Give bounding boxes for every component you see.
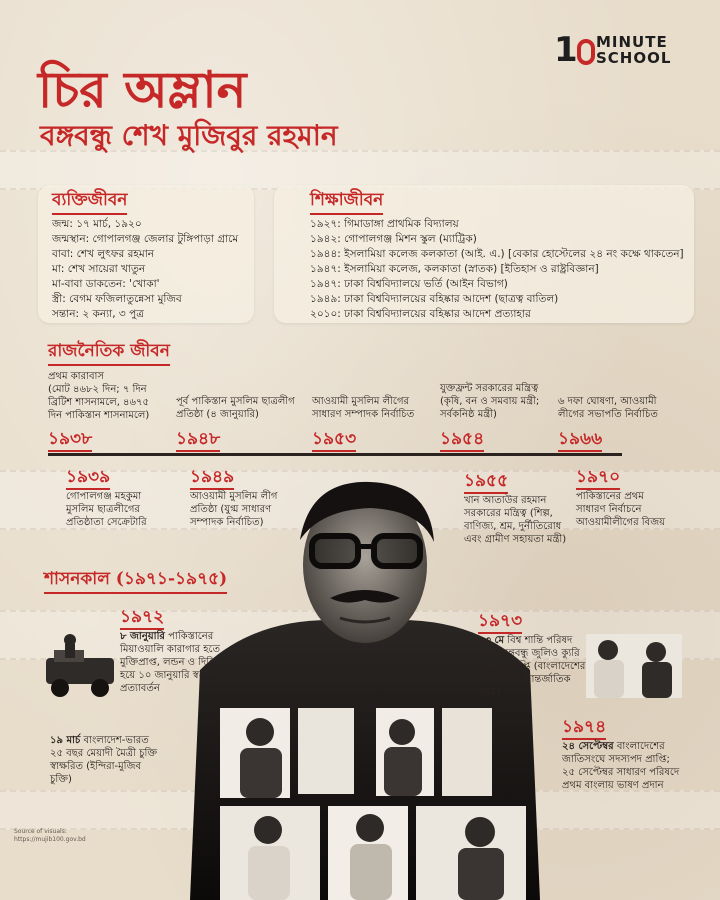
timeline-event-text: প্রথম কারাবাস (মোট ৪৬৮২ দিন; ৭ দিন ব্রিটিশ শাসনামলে, ৪৬৭৫ দিন পাকিস্তান শাসনামলে)	[48, 371, 150, 421]
rule-year: ১৯৭৪	[562, 716, 606, 740]
jeep-photo	[40, 628, 120, 700]
timeline-event-text: ৬ দফা ঘোষণা, আওয়ামী লীগের সভাপতি নির্বাচিত	[558, 396, 658, 420]
rule-event-date: ৮ জানুয়ারি	[120, 631, 165, 642]
personal-life-title: ব্যক্তিজীবন	[52, 187, 127, 215]
education-list	[310, 217, 684, 322]
timeline-year: ১৯৪৮	[176, 428, 220, 452]
rule-event-date: ১৯ মার্চ	[50, 735, 81, 746]
timeline-year: ১৯৫৩	[312, 428, 356, 452]
timeline-event-text: পূর্ব পাকিস্তান মুসলিম ছাত্রলীগ প্রতিষ্ঠা (৪ জানুয়ারি)	[176, 396, 295, 420]
brand-logo	[554, 32, 684, 72]
personal-life-list	[52, 217, 238, 322]
list-item: ১৯৪৭: ঢাকা বিশ্ববিদ্যালয়ে ভর্তি (আইন বিভাগ)	[310, 278, 508, 290]
collage-block	[442, 708, 492, 796]
rule-year: ১৯৭২	[120, 606, 164, 630]
collage-block	[298, 708, 354, 794]
timeline-event-text: আওয়ামী মুসলিম লীগের সাধারণ সম্পাদক নির্বাচিত	[312, 396, 415, 420]
timeline-year: ১৯৪৯	[190, 466, 234, 490]
political-timeline-line	[48, 453, 622, 456]
film-strip-decoration	[0, 150, 720, 190]
education-card	[274, 185, 694, 323]
brand-logo-text	[596, 34, 671, 66]
brand-line2: SCHOOL	[596, 49, 672, 67]
education-title: শিক্ষাজীবন	[310, 187, 383, 215]
list-item: ১৯৪৯: ঢাকা বিশ্ববিদ্যালয়ের বহিষ্কার আদেশ (ছাত্রত্ব বাতিল)	[310, 293, 559, 305]
timeline-event-text: আওয়ামী মুসলিম লীগ প্রতিষ্ঠা (যুগ্ম সাধারণ সম্পাদক নির্বাচিত)	[190, 491, 278, 528]
source-credit: Source of visuals: https://mujib100.gov.bd	[14, 828, 86, 843]
timeline-year: ১৯৫৪	[440, 428, 484, 452]
rule-event-text: ১৯ মার্চ বাংলাদেশ-ভারত ২৫ বছর মেয়াদী মৈত্রী চুক্তি স্বাক্ষরিত (ইন্দিরা-মুজিব চুক্তি)	[50, 735, 158, 785]
rule-year: ১৯৭৩	[478, 610, 522, 634]
rule-event-date: ২৪ সেপ্টেম্বর	[562, 741, 614, 752]
list-item: ১৯২৭: গিমাডাঙ্গা প্রাথমিক বিদ্যালয়	[310, 218, 459, 230]
timeline-year: ১৯৬৬	[558, 428, 602, 452]
rule-period-title: শাসনকাল (১৯৭১-১৯৭৫)	[44, 566, 227, 594]
rule-event-text: ২৩ মে বিশ্ব শান্তি পরিষদ কর্তৃক বঙ্গবন্ধু জুলিও ক্যুরি পুরস্কার প্রাপ্তি (বাংলাদেশের পক্ষে প্রথম আন্তর্জাতিক পদক)	[478, 635, 586, 698]
list-item: স্ত্রী: বেগম ফজিলাতুন্নেসা মুজিব	[52, 293, 182, 305]
list-item: মা-বাবা ডাকতেন: 'খোকা'	[52, 278, 160, 290]
timeline-year: ১৯৭০	[576, 466, 620, 490]
timeline-year: ১৯৩৮	[48, 428, 92, 452]
list-item: ১৯৪২: গোপালগঞ্জ মিশন স্কুল (ম্যাট্রিক)	[310, 233, 477, 245]
timeline-event-text: গোপালগঞ্জ মহকুমা মুসলিম ছাত্রলীগের প্রতিষ্ঠাতা সেক্রেটারি	[66, 491, 147, 528]
timeline-year: ১৯৫৫	[464, 470, 508, 494]
list-item: জন্মস্থান: গোপালগঞ্জ জেলার টুঙ্গিপাড়া গ্রামে	[52, 233, 239, 245]
timeline-year: ১৯৩৯	[66, 466, 110, 490]
political-life-title: রাজনৈতিক জীবন	[48, 338, 170, 366]
list-item: ১৯৪৪: ইসলামিয়া কলেজ কলকাতা (আই. এ.) [বেকার হোস্টেলের ২৪ নং কক্ষে থাকতেন]	[310, 248, 684, 260]
list-item: জন্ম: ১৭ মার্চ, ১৯২০	[52, 218, 142, 230]
page-subtitle: বঙ্গবন্ধু শেখ মুজিবুর রহমান	[40, 119, 338, 152]
page-title: চির অম্লান	[38, 60, 247, 119]
timeline-event-text: খান আতাউর রহমান সরকারের মন্ত্রিত্ব (শিল্প, বাণিজ্য, শ্রম, দুর্নীতিরোধ এবং গ্রামীণ সহায়তা মন্ত্রী)	[464, 495, 567, 545]
personal-life-card	[38, 185, 254, 323]
list-item: মা: শেখ সায়েরা খাতুন	[52, 263, 146, 275]
list-item: সন্তান: ২ কন্যা, ৩ পুত্র	[52, 308, 144, 320]
list-item: ১৯৪৭: ইসলামিয়া কলেজ, কলকাতা (স্নাতক) [ইতিহাস ও রাষ্ট্রবিজ্ঞান]	[310, 263, 599, 275]
rule-event-text: ২৪ সেপ্টেম্বর বাংলাদেশের জাতিসংঘে সদস্যপদ প্রাপ্তি; ২৫ সেপ্টেম্বর সাধারণ পরিষদে প্রথম বাংলায় ভাষণ প্রদান	[562, 741, 680, 791]
timeline-event-text: পাকিস্তানের প্রথম সাধারণ নির্বাচনে আওয়ামীলীগের বিজয়	[576, 491, 666, 528]
list-item: বাবা: শেখ লুৎফর রহমান	[52, 248, 155, 260]
award-photo	[586, 634, 682, 698]
list-item: ২০১০: ঢাকা বিশ্ববিদ্যালয়ের বহিষ্কার আদেশ প্রত্যাহার	[310, 308, 531, 320]
timeline-event-text: যুক্তফ্রন্ট সরকারের মন্ত্রিত্ব (কৃষি, বন ও সমবায় মন্ত্রী; সর্বকনিষ্ঠ মন্ত্রী)	[440, 383, 540, 420]
rule-event-text: ৮ জানুয়ারি পাকিস্তানের মিয়াওয়ালি কারাগার হতে মুক্তিপ্রাপ্ত, লন্ডন ও দিল্লি হয়ে ১০ জানুয়ারি স্বদেশ প্রত্যাবর্তন	[120, 631, 221, 694]
brand-logo-mark: 1	[554, 32, 595, 68]
brand-line1: MINUTE	[596, 33, 668, 51]
rule-event-date: ২৩ মে	[478, 635, 505, 646]
